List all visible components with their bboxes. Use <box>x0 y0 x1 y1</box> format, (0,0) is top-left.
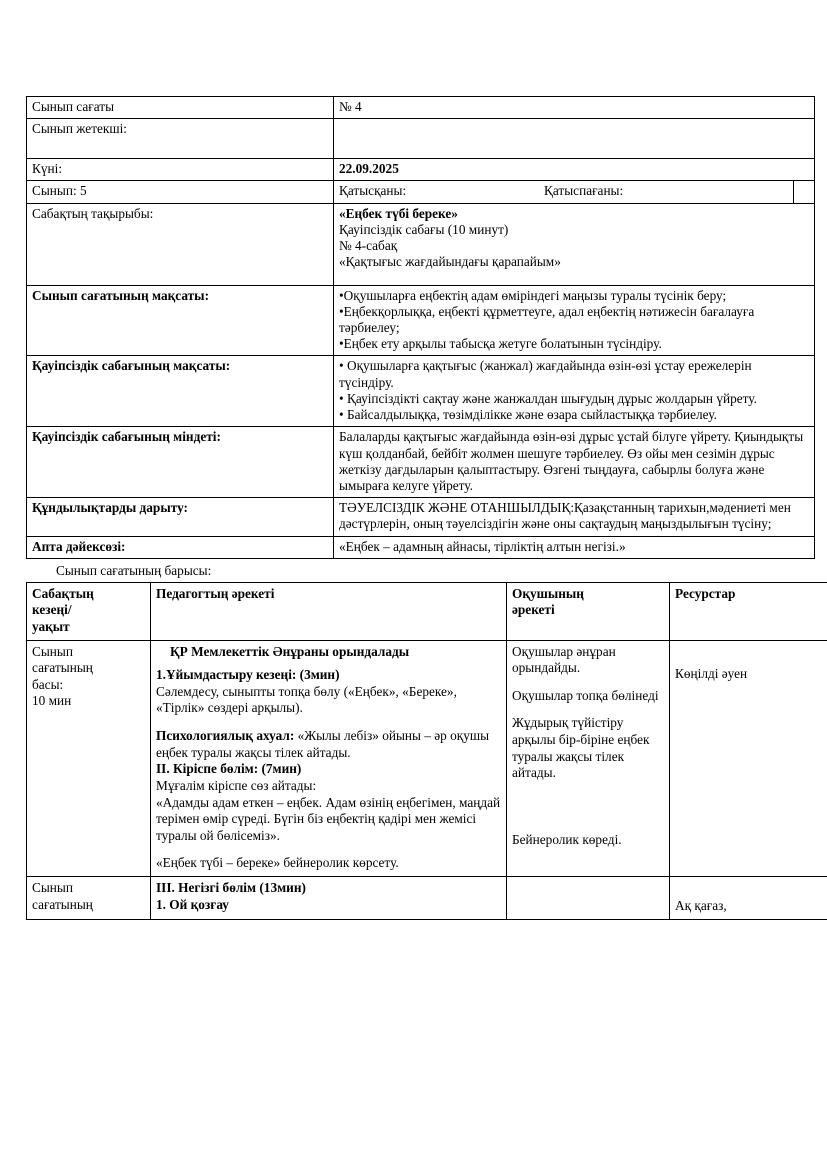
student-spacer-1 <box>512 677 664 688</box>
stage2-line-1: Сынып <box>32 879 73 895</box>
teacher-video-line: «Еңбек түбі – береке» бейнеролик көрсету. <box>156 855 399 871</box>
spacer-c <box>156 844 501 855</box>
teacher2-main-stage: III. Негізгі бөлім (13мин) <box>156 879 306 895</box>
date-value: 22.09.2025 <box>334 159 815 181</box>
student-spacer-4 <box>512 793 664 804</box>
values-value: ТӘУЕЛСІЗДІК ЖӘНЕ ОТАНШЫЛДЫҚ:Қазақстанның тарихын,мәдениеті мен дәстүрлерін, оның тәуелсіздігін және оны сақтаудың маңыздылығын түсіну; <box>334 498 815 536</box>
col-header-student-line2: әрекеті <box>512 602 555 618</box>
table-row <box>334 181 814 202</box>
topic-label: Сабақтың тақырыбы: <box>27 203 334 285</box>
teacher-psych-lead: Психологиялық ахуал: <box>156 728 295 744</box>
safety-goal-label: Қауіпсіздік сабағының мақсаты: <box>27 356 334 427</box>
lesson-flow-table <box>26 582 827 920</box>
table-row <box>27 119 815 159</box>
topic-line-1: «Еңбек түбі береке» <box>339 205 458 221</box>
col-header-teacher: Педагогтың әрекеті <box>151 582 507 640</box>
student-activity-cell-1 <box>507 640 670 876</box>
resources-cell-2 <box>670 876 827 919</box>
absent-label: Қатыспағаны: <box>544 183 624 199</box>
table-row <box>27 356 815 427</box>
teacher-intro-line: Мұғалім кіріспе сөз айтады: <box>156 777 317 793</box>
safety-goal-line-2: • Қауіпсіздікті сақтау және жанжалдан шығудың дұрыс жолдарын үйрету. <box>339 390 757 406</box>
col-header-student <box>507 582 670 640</box>
topic-line-4: «Қақтығыс жағдайындағы қарапайым» <box>339 254 561 270</box>
teacher-psych-rest: «Жылы лебіз» ойыны – әр оқушы еңбек туралы жақсы тілек айтады. <box>156 728 490 760</box>
teacher-intro-stage: II. Кіріспе бөлім: (7мин) <box>156 761 302 777</box>
goal-line-3: •Еңбек ету арқылы табысқа жетуге болатынын түсіндіру. <box>339 336 662 352</box>
stage-cell-2 <box>27 876 151 919</box>
class-teacher-label: Сынып жетекші: <box>27 119 334 159</box>
teacher-greeting: Сәлемдесу, сыныпты топқа бөлу («Еңбек», «Береке», «Тірлік» сөздері арқылы). <box>156 683 457 716</box>
week-word-value: «Еңбек – адамның айнасы, тірліктің алтын негізі.» <box>334 536 815 558</box>
col-header-resources: Ресурстар <box>670 582 827 640</box>
student-line-3: Жұдырық түйістіру арқылы бір-біріне еңбек туралы жақсы тілек айтады. <box>512 715 650 781</box>
teacher-anthem-line: ҚР Мемлекеттік Әнұраны орындалады <box>170 643 410 659</box>
resource-line-1: Көңілді әуен <box>675 665 748 681</box>
safety-goal-line-3: • Байсалдылыққа, төзімділікке және өзара сыйластыққа тәрбиелеу. <box>339 407 717 423</box>
attendance-cell <box>334 181 815 203</box>
student-line-2: Оқушылар топқа бөлінеді <box>512 687 659 703</box>
table-row <box>27 640 827 876</box>
topic-line-3: № 4-сабақ <box>339 238 398 254</box>
stage-cell-1 <box>27 640 151 876</box>
student-spacer-2 <box>512 704 664 715</box>
student-spacer-3 <box>512 782 664 793</box>
table-row <box>27 159 815 181</box>
teacher2-brainstorm: 1. Ой қозғау <box>156 896 229 912</box>
lesson-header-table <box>26 96 815 559</box>
class-number-label: Сынып: 5 <box>27 181 334 203</box>
table-header-row <box>27 582 827 640</box>
teacher-activity-cell-1 <box>151 640 507 876</box>
class-hour-value: № 4 <box>334 97 815 119</box>
attendance-table <box>334 181 814 202</box>
table-row <box>27 876 827 919</box>
teacher-org-stage: 1.Ұйымдастыру кезеңі: (3мин) <box>156 667 340 683</box>
class-teacher-value <box>334 119 815 159</box>
stage-line-4: 10 мин <box>32 693 72 709</box>
col-header-stage-line2: кезеңі/ <box>32 602 72 618</box>
stage-line-2: сағатының <box>32 660 93 676</box>
goal-value <box>334 285 815 356</box>
class-hour-label: Сынып сағаты <box>27 97 334 119</box>
resource-spacer-2 <box>675 655 827 666</box>
table-row <box>27 181 815 203</box>
teacher-psych-block <box>156 728 501 761</box>
safety-task-label: Қауіпсіздік сабағының міндеті: <box>27 427 334 498</box>
topic-line-2: Қауіпсіздік сабағы (10 минут) <box>339 221 509 237</box>
lesson-plan-document <box>26 96 804 920</box>
resource-spacer-1 <box>675 644 827 655</box>
col-header-student-line1: Оқушының <box>512 585 584 601</box>
student-spacer-5 <box>512 804 664 832</box>
table-row <box>27 498 815 536</box>
table-row <box>27 97 815 119</box>
topic-spacer <box>339 271 809 282</box>
teacher-intro-quote: «Адамды адам еткен – еңбек. Адам өзінің еңбегімен, маңдай терімен өмір сүреді. Бүгін біз еңбектің қадірі мен жемісі туралы ой бөлісеміз». <box>156 794 501 843</box>
safety-goal-line-1: • Оқушыларға қақтығыс (жанжал) жағдайында өзін-өзі ұстау ережелерін түсіндіру. <box>339 358 752 390</box>
col-header-stage-line3: уақыт <box>32 619 70 635</box>
values-label: Құндылықтарды дарыту: <box>27 498 334 536</box>
table-row <box>27 536 815 558</box>
week-word-label: Апта дәйексөзі: <box>27 536 334 558</box>
teacher-activity-cell-2 <box>151 876 507 919</box>
col-header-stage-line1: Сабақтың <box>32 585 94 601</box>
spacer-a <box>156 660 501 667</box>
safety-task-value: Балаларды қақтығыс жағдайында өзін-өзі дұрыс ұстай білуге үйрету. Қиындықты күш қолданбай, бейбіт жолмен шешуге тәрбиелеу. Өз ойы мен сезімін дұрыс жеткізу дағдыларын қалыптастыру. Өзгені тыңдауға, сабырлы болуға және ымыраға келуге үйрету. <box>334 427 815 498</box>
topic-value <box>334 203 815 285</box>
goal-label: Сынып сағатының мақсаты: <box>27 285 334 356</box>
goal-line-1: •Оқушыларға еңбектің адам өміріндегі маңызы туралы түсінік беру; <box>339 287 727 303</box>
date-label: Күні: <box>27 159 334 181</box>
col-header-stage <box>27 582 151 640</box>
stage2-line-2: сағатының <box>32 896 93 912</box>
student-line-4: Бейнеролик көреді. <box>512 831 622 847</box>
stage-line-1: Сынып <box>32 643 73 659</box>
student-line-1: Оқушылар әнұран орындайды. <box>512 643 616 676</box>
resource2-line-1: Ақ қағаз, <box>675 897 727 913</box>
attendance-count-box <box>794 181 815 202</box>
stage-line-3: басы: <box>32 676 64 692</box>
table-row <box>27 203 815 285</box>
spacer-b <box>156 717 501 728</box>
student-activity-cell-2 <box>507 876 670 919</box>
course-section-title: Сынып сағатының барысы: <box>56 562 212 578</box>
table-row <box>27 285 815 356</box>
table-row <box>27 427 815 498</box>
goal-line-2: •Еңбекқорлыққа, еңбекті құрметтеуге, адал еңбектің нәтижесін бағалауға тәрбиелеу; <box>339 303 755 335</box>
attended-label: Қатысқаны: <box>339 183 407 199</box>
resources-cell-1 <box>670 640 827 876</box>
resource2-spacer <box>675 880 827 898</box>
safety-goal-value <box>334 356 815 427</box>
